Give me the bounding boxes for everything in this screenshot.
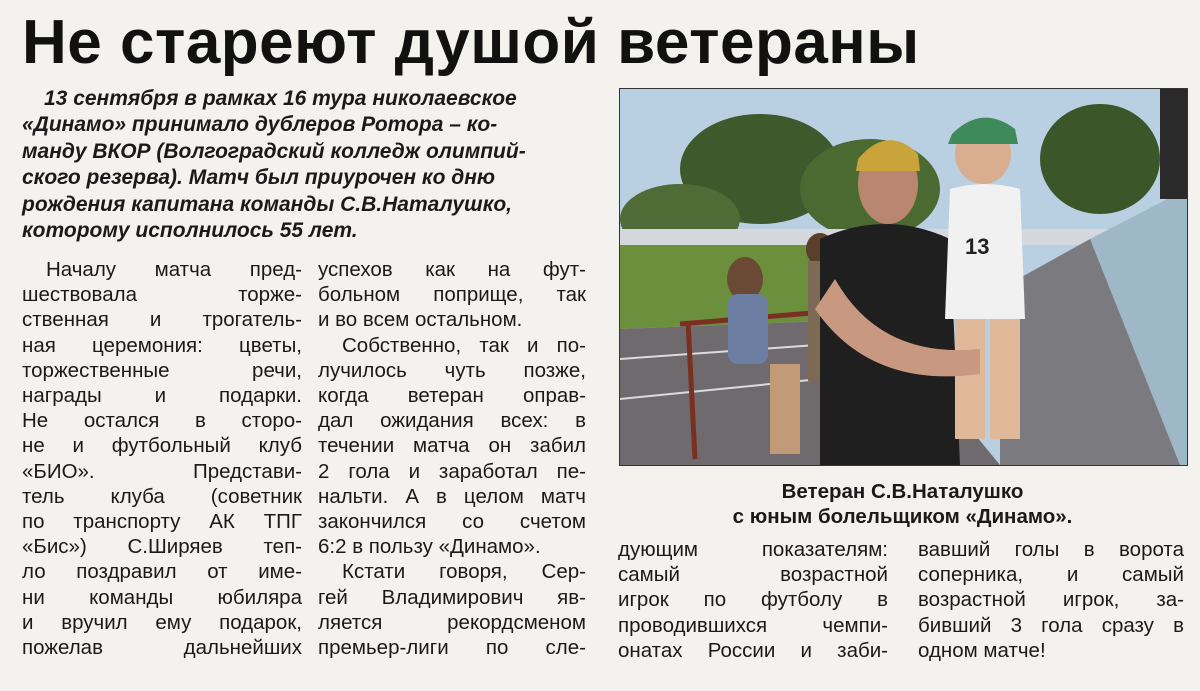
text-line: лучилось чуть позже, bbox=[318, 358, 586, 382]
text-line: вавший голы в ворота bbox=[918, 538, 1184, 561]
text-line: торжественные речи, bbox=[22, 358, 302, 382]
text-line: Не остался в сторо- bbox=[22, 409, 302, 433]
text-line: гей Владимирович яв- bbox=[318, 585, 586, 609]
lead-line: манду ВКОР (Волгоградский колледж олимпий- bbox=[22, 139, 526, 163]
lead-line: «Динамо» принимало дублеров Ротора – ко- bbox=[22, 113, 498, 137]
text-line: ляется рекордсменом bbox=[318, 610, 586, 634]
caption-line: Ветеран С.В.Наталушко bbox=[781, 480, 1024, 503]
text-line: Началу матча пред- bbox=[46, 258, 302, 281]
text-line: и вручил ему подарок, bbox=[22, 610, 302, 634]
text-line: дал ожидания всех: в bbox=[318, 409, 586, 433]
text-line: «БИО». Представи- bbox=[22, 459, 302, 483]
text-line: течении матча он забил bbox=[318, 434, 586, 458]
text-line: премьер-лиги по сле- bbox=[318, 636, 586, 660]
text-line: шествовала торже- bbox=[22, 283, 302, 307]
text-line: закончился со счетом bbox=[318, 510, 586, 534]
text-line: Кстати говоря, Сер- bbox=[342, 560, 586, 584]
article-column-3 bbox=[618, 537, 888, 663]
shirt-number: 13 bbox=[965, 234, 990, 259]
text-line: награды и подарки. bbox=[22, 384, 302, 408]
text-line: онатах России и заби- bbox=[618, 638, 888, 662]
text-line: ни команды юбиляра bbox=[22, 585, 302, 609]
article-column-1 bbox=[22, 257, 302, 660]
article-column-4 bbox=[918, 537, 1184, 663]
lead-line: которому исполнилось 55 лет. bbox=[22, 219, 358, 243]
text-line: ло поздравил от име- bbox=[22, 560, 302, 584]
text-line: 2 гола и заработал пе- bbox=[318, 459, 586, 483]
headline: Не стареют душой ветераны bbox=[22, 8, 920, 77]
lead-paragraph bbox=[22, 86, 597, 244]
text-line: самый возрастной bbox=[618, 563, 888, 587]
text-line: проводившихся чемпи- bbox=[618, 613, 888, 637]
text-line: не и футбольный клуб bbox=[22, 434, 302, 458]
text-line: больном поприще, так bbox=[318, 283, 586, 307]
text-line: нальти. А в целом матч bbox=[318, 484, 586, 508]
text-line: успехов как на фут- bbox=[318, 258, 586, 281]
text-line: дующим показателям: bbox=[618, 538, 888, 561]
text-line: Собственно, так и по- bbox=[342, 333, 586, 357]
text-line: когда ветеран оправ- bbox=[318, 384, 586, 408]
caption-line: с юным болельщиком «Динамо». bbox=[732, 505, 1073, 528]
lead-line: 13 сентября в рамках 16 тура николаевское bbox=[44, 87, 517, 110]
text-line: и во всем остальном. bbox=[318, 308, 523, 332]
article-photo bbox=[619, 88, 1188, 466]
lead-line: ского резерва). Матч был приурочен ко дню bbox=[22, 166, 496, 190]
photo-caption bbox=[619, 479, 1186, 529]
text-line: по транспорту АК ТПГ bbox=[22, 510, 302, 534]
article-column-2 bbox=[318, 257, 586, 660]
text-line: «Бис») С.Ширяев теп- bbox=[22, 535, 302, 559]
text-line: одном матче! bbox=[918, 638, 1046, 662]
text-line: игрок по футболу в bbox=[618, 588, 888, 612]
text-line: соперника, и самый bbox=[918, 563, 1184, 587]
text-line: 6:2 в пользу «Динамо». bbox=[318, 535, 541, 559]
lead-line: рождения капитана команды С.В.Наталушко, bbox=[22, 192, 513, 216]
text-line: ная церемония: цветы, bbox=[22, 333, 302, 357]
text-line: возрастной игрок, за- bbox=[918, 588, 1184, 612]
text-line: бивший 3 гола сразу в bbox=[918, 613, 1184, 637]
text-line: тель клуба (советник bbox=[22, 484, 302, 508]
text-line: пожелав дальнейших bbox=[22, 636, 302, 660]
text-line: ственная и трогатель- bbox=[22, 308, 302, 332]
